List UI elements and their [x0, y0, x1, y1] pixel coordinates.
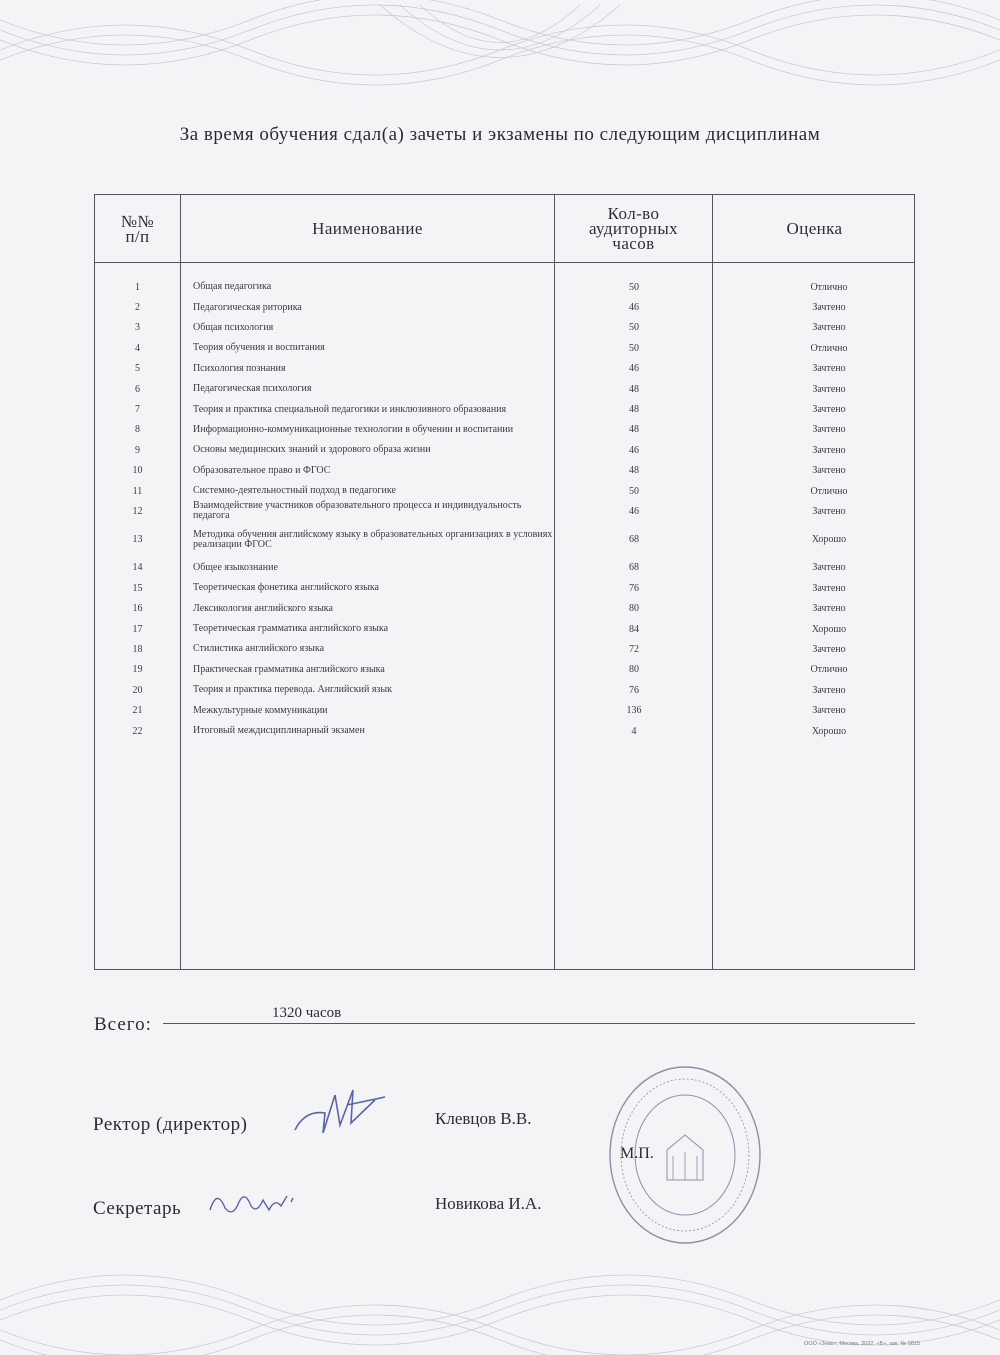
grade-value: Зачтено — [812, 363, 846, 375]
row-number: 21 — [132, 705, 143, 717]
grade-value: Зачтено — [812, 643, 846, 655]
row-number: 22 — [132, 725, 143, 737]
discipline-name: Образовательное право и ФГОС — [193, 464, 331, 476]
hours-value: 48 — [629, 383, 639, 395]
hours-value: 50 — [629, 485, 639, 497]
table-row — [95, 420, 914, 440]
grade-value: Зачтено — [812, 424, 846, 436]
total-underline — [163, 1023, 915, 1024]
hours-value: 48 — [629, 404, 639, 416]
hours-value: 76 — [629, 582, 639, 594]
table-row — [95, 379, 914, 399]
rector-label: Ректор (директор) — [93, 1114, 248, 1135]
grade-value: Отлично — [810, 485, 848, 497]
row-number: 16 — [132, 603, 143, 615]
grade-value: Хорошо — [811, 623, 847, 635]
row-number: 19 — [132, 664, 143, 676]
row-number: 7 — [135, 404, 140, 416]
discipline-name: Теоретическая грамматика английского языка — [193, 623, 389, 635]
row-number: 15 — [132, 582, 143, 594]
grade-value: Зачтено — [812, 705, 846, 717]
hours-value: 4 — [631, 725, 637, 737]
row-number: 13 — [132, 534, 143, 546]
discipline-name: Общее языкознание — [193, 561, 278, 573]
table-row — [95, 399, 914, 419]
discipline-name: Педагогическая риторика — [193, 301, 302, 313]
hours-value: 76 — [629, 684, 639, 696]
table-row — [95, 359, 914, 379]
discipline-name: Взаимодействие участников образовательного процесса и индивидуальность педагога — [193, 500, 522, 522]
row-number: 14 — [132, 562, 143, 574]
discipline-name: Стилистика английского языка — [193, 643, 325, 655]
grade-value: Зачтено — [812, 505, 846, 517]
table-row — [95, 558, 914, 578]
header-name: Наименование — [312, 219, 423, 238]
table-row — [95, 481, 914, 501]
table-row — [95, 660, 914, 680]
table-row — [95, 578, 914, 598]
grade-value: Отлично — [810, 281, 848, 293]
grade-value: Зачтено — [812, 582, 846, 594]
row-number: 6 — [135, 383, 140, 395]
total-label: Всего: — [94, 1014, 152, 1035]
row-number: 1 — [135, 281, 140, 293]
document-title: За время обучения сдал(а) зачеты и экзамены по следующим дисциплинам — [179, 124, 821, 145]
discipline-name: Практическая грамматика английского языка — [193, 663, 385, 675]
row-number: 10 — [132, 465, 143, 477]
row-number: 12 — [132, 505, 143, 517]
discipline-name: Основы медицинских знаний и здорового образа жизни — [193, 444, 431, 456]
grade-value: Отлично — [810, 664, 848, 676]
secretary-label: Секретарь — [93, 1198, 182, 1219]
row-number: 4 — [135, 342, 140, 354]
discipline-name: Итоговый междисциплинарный экзамен — [193, 725, 365, 736]
hours-value: 48 — [629, 424, 639, 436]
table-row — [95, 639, 914, 659]
discipline-name: Информационно-коммуникационные технологии в обучении и воспитании — [193, 423, 514, 435]
hours-value: 48 — [629, 465, 639, 477]
hours-value: 46 — [629, 363, 639, 375]
grade-value: Зачтено — [812, 562, 846, 574]
table-row — [95, 461, 914, 481]
header-num: №№ п/п — [120, 211, 155, 246]
row-number: 18 — [132, 643, 143, 655]
hours-value: 68 — [629, 562, 639, 574]
discipline-name: Теоретическая фонетика английского языка — [193, 582, 379, 594]
header-divider — [95, 262, 914, 263]
discipline-name: Системно-деятельностный подход в педагогике — [193, 485, 396, 497]
header-hours: Кол-во аудиторных часов — [588, 204, 679, 253]
row-number: 9 — [135, 444, 140, 456]
rector-name: Клевцов В.В. — [435, 1109, 532, 1128]
table-body — [95, 277, 914, 741]
hours-value: 80 — [629, 603, 639, 615]
hours-value: 68 — [629, 534, 639, 546]
table-row — [95, 318, 914, 338]
seal-placeholder-label: М.П. — [620, 1145, 654, 1162]
row-number: 2 — [135, 302, 140, 314]
row-number: 5 — [135, 363, 140, 375]
table-row — [95, 598, 914, 618]
hours-value: 84 — [629, 623, 639, 635]
hours-value: 80 — [629, 664, 639, 676]
row-number: 20 — [132, 684, 143, 696]
grade-value: Зачтено — [812, 383, 846, 395]
row-number: 3 — [135, 322, 140, 334]
hours-value: 50 — [629, 322, 639, 334]
hours-value: 72 — [629, 643, 639, 655]
grade-value: Зачтено — [812, 302, 846, 314]
table-row — [95, 297, 914, 317]
table-row — [95, 277, 914, 297]
guilloche-top-border — [0, 0, 1000, 110]
discipline-name: Межкультурные коммуникации — [193, 704, 328, 716]
grade-value: Хорошо — [811, 725, 847, 737]
table-row — [95, 338, 914, 358]
table-row — [95, 619, 914, 639]
grade-value: Зачтено — [812, 322, 846, 334]
grade-value: Зачтено — [812, 684, 846, 696]
grade-value: Отлично — [810, 342, 848, 354]
header-grade: Оценка — [786, 219, 843, 238]
grade-value: Зачтено — [812, 603, 846, 615]
table-row — [95, 522, 914, 558]
hours-value: 50 — [629, 281, 639, 293]
printer-imprint: ООО «Знак», Москва, 2022. «Б», зак. № 0815 — [804, 1341, 920, 1347]
secretary-signature — [205, 1180, 305, 1225]
grade-value: Хорошо — [811, 534, 847, 546]
secretary-name: Новикова И.А. — [435, 1194, 542, 1213]
discipline-name: Теория и практика перевода. Английский язык — [193, 684, 392, 696]
row-number: 17 — [132, 623, 143, 635]
rector-signature — [285, 1075, 395, 1145]
hours-value: 46 — [629, 302, 639, 314]
total-hours: 1320 часов — [272, 1005, 342, 1021]
table-row — [95, 700, 914, 720]
table-row — [95, 680, 914, 700]
discipline-name: Общая психология — [193, 321, 274, 333]
grades-table — [94, 194, 915, 970]
discipline-name: Теория и практика специальной педагогики и инклюзивного образования — [193, 403, 507, 415]
row-number: 8 — [135, 424, 140, 436]
discipline-name: Теория обучения и воспитания — [193, 342, 325, 354]
row-number: 11 — [132, 485, 143, 497]
hours-value: 136 — [626, 705, 642, 717]
discipline-name: Методика обучения английскому языку в образовательных организациях в условиях реализации ФГОС — [193, 528, 553, 550]
discipline-name: Общая педагогика — [193, 281, 272, 293]
guilloche-bottom-border — [0, 1240, 1000, 1355]
table-row — [95, 501, 914, 521]
hours-value: 46 — [629, 505, 639, 517]
grade-value: Зачтено — [812, 444, 846, 456]
hours-value: 46 — [629, 444, 639, 456]
discipline-name: Лексикология английского языка — [193, 602, 333, 614]
table-row — [95, 721, 914, 741]
hours-value: 50 — [629, 342, 639, 354]
grade-value: Зачтено — [812, 404, 846, 416]
grade-value: Зачтено — [812, 465, 846, 477]
table-row — [95, 440, 914, 460]
discipline-name: Педагогическая психология — [193, 383, 312, 395]
discipline-name: Психология познания — [193, 362, 286, 374]
